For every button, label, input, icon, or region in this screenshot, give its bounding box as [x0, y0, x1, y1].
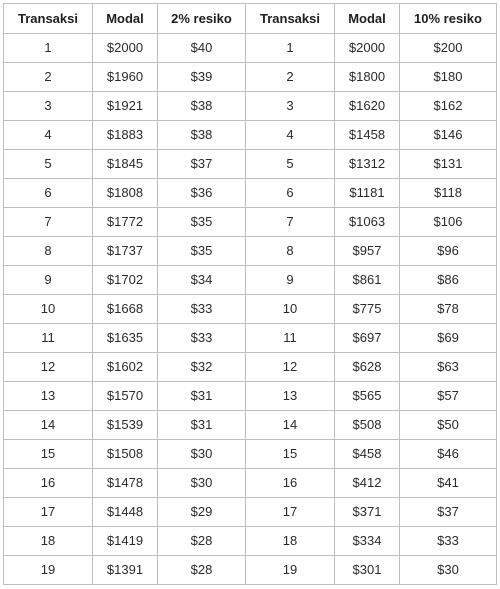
cell-modal: $861: [335, 266, 400, 295]
cell-modal: $1539: [93, 411, 158, 440]
cell-transaksi: 1: [246, 34, 335, 63]
cell-2pct-resiko: $36: [158, 179, 246, 208]
cell-modal: $628: [335, 353, 400, 382]
table-row: [4, 179, 497, 208]
cell-transaksi: 18: [246, 527, 335, 556]
table-body: [4, 34, 497, 585]
cell-10pct-resiko: $63: [400, 353, 497, 382]
cell-transaksi: 12: [4, 353, 93, 382]
cell-transaksi: 15: [246, 440, 335, 469]
cell-transaksi: 3: [4, 92, 93, 121]
header-modal-2pct: Modal: [93, 4, 158, 34]
table-row: [4, 121, 497, 150]
table-row: [4, 382, 497, 411]
cell-modal: $1181: [335, 179, 400, 208]
cell-2pct-resiko: $38: [158, 92, 246, 121]
table-row: [4, 556, 497, 585]
cell-modal: $371: [335, 498, 400, 527]
cell-modal: $1508: [93, 440, 158, 469]
cell-modal: $1845: [93, 150, 158, 179]
cell-transaksi: 5: [246, 150, 335, 179]
cell-transaksi: 10: [4, 295, 93, 324]
cell-modal: $1921: [93, 92, 158, 121]
cell-modal: $458: [335, 440, 400, 469]
cell-transaksi: 4: [4, 121, 93, 150]
cell-transaksi: 3: [246, 92, 335, 121]
table-row: [4, 498, 497, 527]
cell-2pct-resiko: $32: [158, 353, 246, 382]
cell-modal: $1620: [335, 92, 400, 121]
cell-transaksi: 16: [246, 469, 335, 498]
cell-transaksi: 6: [246, 179, 335, 208]
cell-10pct-resiko: $118: [400, 179, 497, 208]
cell-10pct-resiko: $50: [400, 411, 497, 440]
cell-transaksi: 8: [246, 237, 335, 266]
cell-2pct-resiko: $34: [158, 266, 246, 295]
table-row: [4, 411, 497, 440]
header-modal-10pct: Modal: [335, 4, 400, 34]
cell-modal: $412: [335, 469, 400, 498]
cell-modal: $2000: [93, 34, 158, 63]
header-transaksi-10pct: Transaksi: [246, 4, 335, 34]
table-row: [4, 63, 497, 92]
cell-modal: $1602: [93, 353, 158, 382]
cell-2pct-resiko: $38: [158, 121, 246, 150]
cell-10pct-resiko: $162: [400, 92, 497, 121]
cell-transaksi: 5: [4, 150, 93, 179]
cell-transaksi: 16: [4, 469, 93, 498]
cell-modal: $2000: [335, 34, 400, 63]
cell-10pct-resiko: $131: [400, 150, 497, 179]
cell-modal: $1458: [335, 121, 400, 150]
cell-transaksi: 11: [246, 324, 335, 353]
cell-modal: $1737: [93, 237, 158, 266]
cell-2pct-resiko: $28: [158, 556, 246, 585]
cell-transaksi: 6: [4, 179, 93, 208]
cell-transaksi: 13: [246, 382, 335, 411]
cell-transaksi: 1: [4, 34, 93, 63]
cell-modal: $1883: [93, 121, 158, 150]
table-row: [4, 92, 497, 121]
header-transaksi-2pct: Transaksi: [4, 4, 93, 34]
cell-transaksi: 19: [4, 556, 93, 585]
cell-transaksi: 9: [246, 266, 335, 295]
cell-modal: $1391: [93, 556, 158, 585]
cell-modal: $1960: [93, 63, 158, 92]
cell-modal: $301: [335, 556, 400, 585]
cell-transaksi: 18: [4, 527, 93, 556]
cell-modal: $1772: [93, 208, 158, 237]
cell-modal: $508: [335, 411, 400, 440]
cell-modal: $1063: [335, 208, 400, 237]
cell-2pct-resiko: $30: [158, 469, 246, 498]
cell-10pct-resiko: $146: [400, 121, 497, 150]
header-row: [4, 4, 497, 34]
cell-10pct-resiko: $46: [400, 440, 497, 469]
cell-2pct-resiko: $28: [158, 527, 246, 556]
cell-modal: $1419: [93, 527, 158, 556]
table-row: [4, 208, 497, 237]
risk-comparison-table: [3, 3, 497, 585]
cell-10pct-resiko: $86: [400, 266, 497, 295]
cell-10pct-resiko: $33: [400, 527, 497, 556]
cell-transaksi: 8: [4, 237, 93, 266]
cell-transaksi: 9: [4, 266, 93, 295]
cell-modal: $1635: [93, 324, 158, 353]
cell-10pct-resiko: $200: [400, 34, 497, 63]
cell-transaksi: 12: [246, 353, 335, 382]
cell-modal: $1312: [335, 150, 400, 179]
cell-10pct-resiko: $30: [400, 556, 497, 585]
cell-2pct-resiko: $30: [158, 440, 246, 469]
cell-2pct-resiko: $35: [158, 208, 246, 237]
cell-10pct-resiko: $180: [400, 63, 497, 92]
cell-transaksi: 11: [4, 324, 93, 353]
cell-transaksi: 13: [4, 382, 93, 411]
cell-10pct-resiko: $41: [400, 469, 497, 498]
cell-modal: $1668: [93, 295, 158, 324]
cell-transaksi: 10: [246, 295, 335, 324]
cell-transaksi: 7: [4, 208, 93, 237]
cell-transaksi: 17: [246, 498, 335, 527]
table-row: [4, 237, 497, 266]
cell-2pct-resiko: $31: [158, 382, 246, 411]
cell-transaksi: 2: [246, 63, 335, 92]
cell-10pct-resiko: $57: [400, 382, 497, 411]
table-row: [4, 295, 497, 324]
cell-modal: $1478: [93, 469, 158, 498]
cell-modal: $1570: [93, 382, 158, 411]
cell-transaksi: 19: [246, 556, 335, 585]
cell-2pct-resiko: $29: [158, 498, 246, 527]
cell-10pct-resiko: $106: [400, 208, 497, 237]
cell-2pct-resiko: $35: [158, 237, 246, 266]
cell-transaksi: 14: [4, 411, 93, 440]
cell-modal: $1448: [93, 498, 158, 527]
cell-modal: $1702: [93, 266, 158, 295]
table-row: [4, 324, 497, 353]
cell-2pct-resiko: $39: [158, 63, 246, 92]
cell-10pct-resiko: $78: [400, 295, 497, 324]
cell-2pct-resiko: $37: [158, 150, 246, 179]
cell-modal: $697: [335, 324, 400, 353]
table-row: [4, 440, 497, 469]
table-row: [4, 353, 497, 382]
cell-modal: $334: [335, 527, 400, 556]
cell-transaksi: 17: [4, 498, 93, 527]
cell-2pct-resiko: $31: [158, 411, 246, 440]
cell-2pct-resiko: $33: [158, 324, 246, 353]
cell-modal: $775: [335, 295, 400, 324]
cell-modal: $565: [335, 382, 400, 411]
table-row: [4, 34, 497, 63]
cell-10pct-resiko: $96: [400, 237, 497, 266]
cell-modal: $1800: [335, 63, 400, 92]
cell-2pct-resiko: $40: [158, 34, 246, 63]
cell-transaksi: 2: [4, 63, 93, 92]
cell-transaksi: 15: [4, 440, 93, 469]
cell-2pct-resiko: $33: [158, 295, 246, 324]
cell-10pct-resiko: $69: [400, 324, 497, 353]
cell-modal: $957: [335, 237, 400, 266]
risk-table-container: [3, 3, 497, 585]
header-2pct-resiko: 2% resiko: [158, 4, 246, 34]
table-row: [4, 266, 497, 295]
header-10pct-resiko: 10% resiko: [400, 4, 497, 34]
table-row: [4, 150, 497, 179]
cell-10pct-resiko: $37: [400, 498, 497, 527]
cell-transaksi: 7: [246, 208, 335, 237]
table-row: [4, 469, 497, 498]
cell-transaksi: 14: [246, 411, 335, 440]
cell-modal: $1808: [93, 179, 158, 208]
table-row: [4, 527, 497, 556]
cell-transaksi: 4: [246, 121, 335, 150]
